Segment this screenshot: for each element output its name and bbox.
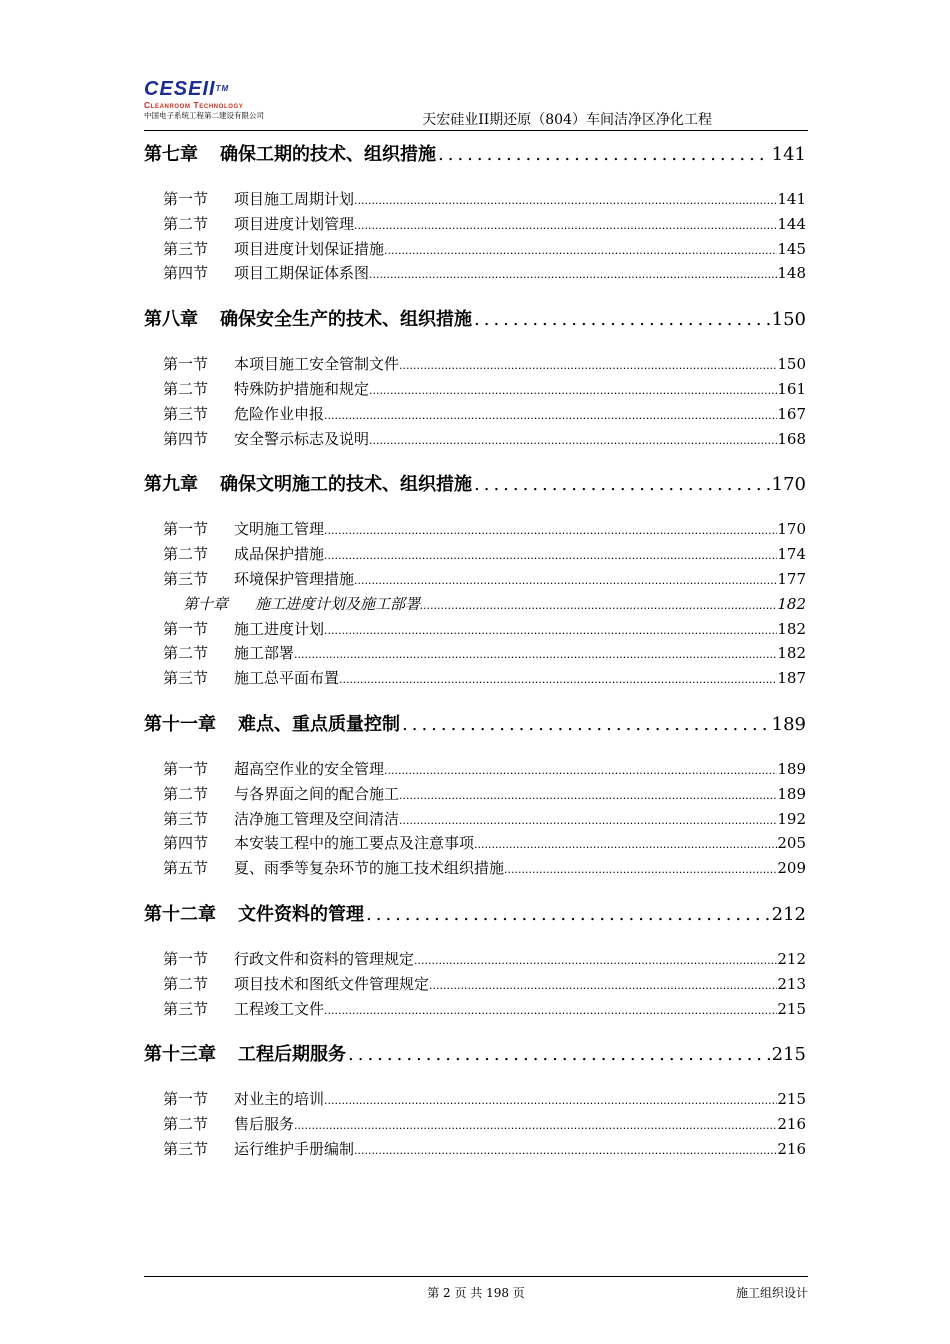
toc-section-entry[interactable] — [144, 238, 806, 263]
section-number: 第一节 — [163, 759, 209, 778]
dot-leader — [399, 814, 777, 827]
section-title: 项目技术和图纸文件管理规定 — [234, 974, 430, 993]
toc-section-entry[interactable] — [144, 758, 806, 783]
chapter-number: 第十二章 — [144, 903, 216, 925]
dot-leader — [324, 524, 777, 537]
toc-section-entry[interactable] — [144, 1088, 806, 1113]
dot-leader — [354, 219, 777, 232]
dot-leader — [399, 789, 777, 802]
chapter-number: 第九章 — [144, 474, 198, 496]
toc-section-list — [144, 1088, 806, 1162]
section-title: 运行维护手册编制 — [234, 1139, 355, 1158]
section-number: 第三节 — [163, 404, 209, 423]
section-title: 文明施工管理 — [234, 520, 325, 539]
toc-section-entry[interactable] — [144, 568, 806, 593]
toc-section-entry[interactable] — [144, 1113, 806, 1138]
dot-leader — [324, 1094, 777, 1107]
dot-leader — [324, 1004, 777, 1017]
dot-leader — [438, 144, 770, 165]
section-number: 第一节 — [163, 1090, 209, 1109]
toc-section-entry[interactable] — [144, 188, 806, 213]
toc-section-entry[interactable] — [144, 262, 806, 287]
chapter-page: 212 — [771, 903, 806, 925]
toc-section-entry[interactable] — [144, 378, 806, 403]
section-page: 182 — [777, 619, 806, 638]
section-title: 施工总平面布置 — [234, 669, 340, 688]
chapter-number: 第十三章 — [144, 1044, 216, 1066]
toc-section-entry[interactable] — [144, 403, 806, 428]
toc-section-list — [144, 948, 806, 1022]
dot-leader — [354, 194, 777, 207]
toc-section-entry[interactable] — [144, 948, 806, 973]
dot-leader — [369, 384, 777, 397]
section-page: 168 — [777, 429, 806, 448]
chapter-page: 150 — [771, 309, 806, 331]
section-title: 环境保护管理措施 — [234, 569, 355, 588]
chapter-number: 第七章 — [144, 144, 198, 165]
section-title: 本项目施工安全管制文件 — [234, 355, 400, 374]
logo-subtitle: Cleanroom Technology — [144, 100, 244, 110]
section-page: 144 — [777, 214, 806, 233]
section-number: 第四节 — [163, 834, 209, 853]
section-page: 177 — [777, 569, 806, 588]
section-page: 215 — [777, 1090, 806, 1109]
logo-tm: TM — [215, 84, 230, 93]
dot-leader — [474, 838, 777, 851]
section-page: 148 — [777, 264, 806, 283]
dot-leader — [420, 599, 777, 612]
toc-chapter-entry[interactable] — [144, 1040, 806, 1080]
chapter-page: 170 — [771, 474, 806, 496]
section-number: 第三节 — [163, 569, 209, 588]
dot-leader — [474, 474, 770, 495]
dot-leader — [339, 673, 777, 686]
page-number: 第 2 页 共 198 页 — [427, 1286, 525, 1300]
toc-section-entry[interactable] — [144, 998, 806, 1023]
section-title: 施工部署 — [234, 644, 295, 663]
chapter-page: 189 — [771, 713, 806, 735]
section-title: 安全警示标志及说明 — [234, 429, 370, 448]
dot-leader — [369, 434, 777, 447]
chapter-title: 工程后期服务 — [238, 1044, 346, 1066]
dot-leader — [504, 863, 777, 876]
section-title: 项目进度计划保证措施 — [234, 239, 385, 258]
table-of-contents — [144, 140, 806, 1181]
section-number: 第一节 — [163, 190, 209, 208]
section-number: 第一节 — [163, 520, 209, 539]
section-page: 209 — [777, 859, 806, 878]
section-number: 第三节 — [163, 809, 209, 828]
section-number: 第二节 — [163, 379, 209, 398]
toc-section-list — [144, 758, 806, 882]
section-page: 216 — [777, 1115, 806, 1134]
dot-leader — [399, 359, 777, 372]
section-title: 特殊防护措施和规定 — [234, 379, 370, 398]
toc-section-list — [144, 188, 806, 287]
section-page: 189 — [777, 759, 806, 778]
dot-leader — [354, 574, 777, 587]
section-number: 第二节 — [163, 1115, 209, 1134]
chapter-number: 第十一章 — [144, 713, 216, 735]
toc-chapter-entry[interactable] — [144, 470, 806, 510]
section-page: 189 — [777, 784, 806, 803]
section-number: 第二节 — [163, 974, 209, 993]
section-page: 215 — [777, 999, 806, 1018]
toc-section-entry[interactable] — [144, 543, 806, 568]
section-number: 第二节 — [163, 784, 209, 803]
page-header — [144, 78, 808, 131]
section-page: 205 — [777, 834, 806, 853]
section-title: 成品保护措施 — [234, 545, 325, 564]
section-page: 192 — [777, 809, 806, 828]
section-page: 167 — [777, 404, 806, 423]
toc-section-list — [144, 353, 806, 452]
section-title: 项目进度计划管理 — [234, 214, 355, 233]
dot-leader — [324, 624, 777, 637]
toc-section-entry[interactable] — [144, 857, 806, 882]
section-title: 与各界面之间的配合施工 — [234, 784, 400, 803]
section-number: 第三节 — [163, 999, 209, 1018]
dot-leader — [354, 1144, 777, 1157]
logo-main-text: CESEII — [144, 78, 216, 100]
toc-section-entry[interactable] — [144, 213, 806, 238]
section-number: 第二节 — [163, 545, 209, 564]
section-title: 项目施工周期计划 — [234, 190, 355, 208]
toc-section-entry[interactable] — [144, 667, 806, 692]
section-page: 212 — [777, 949, 806, 968]
section-title: 售后服务 — [234, 1115, 295, 1134]
section-page: 182 — [777, 644, 806, 663]
toc-chapter-entry[interactable] — [144, 305, 806, 345]
toc-chapter-entry[interactable] — [144, 900, 806, 940]
company-logo — [144, 78, 264, 121]
section-number: 第一节 — [163, 619, 209, 638]
section-number: 第三节 — [163, 239, 209, 258]
dot-leader — [384, 764, 777, 777]
section-number: 第三节 — [163, 669, 209, 688]
chapter-page: 141 — [771, 144, 806, 165]
section-page: 213 — [777, 974, 806, 993]
section-number: 第五节 — [163, 859, 209, 878]
section-title: 洁净施工管理及空间清洁 — [234, 809, 400, 828]
section-title: 本安装工程中的施工要点及注意事项 — [234, 834, 475, 853]
section-page: 174 — [777, 545, 806, 564]
section-page: 216 — [777, 1139, 806, 1158]
logo-company-name: 中国电子系统工程第二建设有限公司 — [144, 111, 264, 120]
section-title: 夏、雨季等复杂环节的施工技术组织措施 — [234, 859, 505, 878]
toc-section-entry[interactable] — [144, 618, 806, 643]
section-page: 182 — [777, 594, 806, 613]
dot-leader — [384, 244, 777, 257]
section-page: 161 — [777, 379, 806, 398]
chapter-title: 难点、重点质量控制 — [238, 713, 400, 735]
section-number: 第四节 — [163, 264, 209, 283]
toc-section-entry[interactable] — [144, 518, 806, 543]
dot-leader — [366, 904, 770, 925]
section-title: 项目工期保证体系图 — [234, 264, 370, 283]
section-number: 第二节 — [163, 214, 209, 233]
chapter-title: 确保安全生产的技术、组织措施 — [220, 309, 472, 331]
toc-section-entry[interactable] — [144, 593, 806, 618]
section-title: 施工进度计划 — [234, 619, 325, 638]
footer-doc-type: 施工组织设计 — [735, 1286, 808, 1300]
section-number: 第二节 — [163, 644, 209, 663]
section-number: 第一节 — [163, 949, 209, 968]
section-page: 170 — [777, 520, 806, 539]
section-number: 第十章 — [183, 594, 229, 613]
dot-leader — [474, 309, 770, 330]
document-title: 天宏硅业II期还原（804）车间洁净区净化工程 — [422, 112, 712, 128]
chapter-number: 第八章 — [144, 309, 198, 331]
chapter-title: 文件资料的管理 — [238, 903, 364, 925]
section-number: 第三节 — [163, 1139, 209, 1158]
toc-section-entry[interactable] — [144, 808, 806, 833]
dot-leader — [348, 1044, 770, 1065]
dot-leader — [324, 409, 777, 422]
section-page: 150 — [777, 355, 806, 374]
chapter-title: 确保工期的技术、组织措施 — [220, 144, 436, 165]
section-number: 第四节 — [163, 429, 209, 448]
section-title: 危险作业申报 — [234, 404, 325, 423]
page-footer — [144, 1276, 808, 1300]
toc-chapter-entry[interactable] — [144, 140, 806, 180]
toc-section-entry[interactable] — [144, 353, 806, 378]
dot-leader — [294, 1119, 777, 1132]
section-page: 145 — [777, 239, 806, 258]
dot-leader — [414, 954, 777, 967]
toc-section-entry[interactable] — [144, 1138, 806, 1163]
section-title: 工程竣工文件 — [234, 999, 325, 1018]
toc-chapter-entry[interactable] — [144, 710, 806, 750]
section-title: 行政文件和资料的管理规定 — [234, 949, 415, 968]
section-title: 对业主的培训 — [234, 1090, 325, 1109]
toc-section-entry[interactable] — [144, 428, 806, 453]
toc-section-entry[interactable] — [144, 783, 806, 808]
section-title: 施工进度计划及施工部署 — [255, 594, 421, 613]
dot-leader — [294, 648, 777, 661]
chapter-title: 确保文明施工的技术、组织措施 — [220, 474, 472, 496]
section-title: 超高空作业的安全管理 — [234, 759, 385, 778]
section-page: 141 — [777, 190, 806, 208]
toc-section-entry[interactable] — [144, 642, 806, 667]
dot-leader — [324, 549, 777, 562]
toc-section-entry[interactable] — [144, 973, 806, 998]
chapter-page: 215 — [771, 1044, 806, 1066]
toc-section-list — [144, 518, 806, 692]
section-page: 187 — [777, 669, 806, 688]
dot-leader — [369, 268, 777, 281]
section-number: 第一节 — [163, 355, 209, 374]
toc-section-entry[interactable] — [144, 832, 806, 857]
dot-leader — [402, 714, 770, 735]
dot-leader — [429, 979, 777, 992]
